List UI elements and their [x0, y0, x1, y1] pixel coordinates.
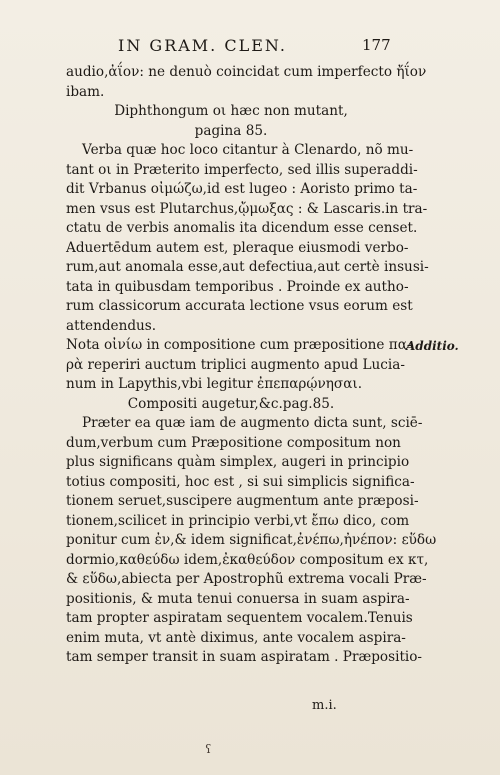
- margin-note: Additio.: [406, 339, 459, 353]
- text-line: enim muta, vt antè diximus, ante vocalem aspira-: [66, 629, 406, 646]
- text-line: tionem,scilicet in principio verbi,vt ἔπω dico, com: [66, 512, 410, 529]
- text-line: men vsus est Plutarchus,ᾤμωξας : & Lascaris.in tra-: [66, 200, 428, 217]
- text-line: ρὰ reperiri auctum triplici augmento apud Lucia-: [66, 356, 405, 373]
- text-line: Diphthongum οι hæc non mutant,: [114, 103, 348, 119]
- text-line: totius compositi, hoc est , si sui simplicis significa-: [66, 473, 415, 490]
- text-line: Aduertēdum autem est, pleraque eiusmodi verbo-: [66, 239, 409, 256]
- signature-mark: m.i.: [312, 698, 337, 713]
- text-line: num in Lapythis,vbi legitur ἐπεπαρῴνησαι.: [66, 376, 363, 392]
- text-line: Nota οἰνίω in compositione cum præpositione πα-: [66, 337, 412, 353]
- text-line: ponitur cum ἐν,& idem significat,ἐνέπω,ἠνέπον: εὕδω: [66, 532, 437, 548]
- text-line: dit Vrbanus οἰμώζω,id est lugeo : Aoristo primo ta-: [66, 181, 418, 197]
- text-line: tionem seruet,suscipere augmentum ante præposi-: [66, 493, 419, 509]
- text-line: pagina 85.: [194, 122, 268, 139]
- text-line: Verba quæ hoc loco citantur à Clenardo, nõ mu-: [82, 142, 414, 158]
- text-line: ibam.: [66, 83, 105, 100]
- text-line: dormio,καθεύδω idem,ἐκαθεύδον compositum ex κτ,: [66, 551, 429, 568]
- text-line: ctatu de verbis anomalis ita dicendum esse censet.: [66, 220, 418, 236]
- bottom-mark: ʕ: [205, 742, 212, 756]
- text-line: tant οι in Præterito imperfecto, sed illis superaddi-: [66, 161, 418, 178]
- text-line: & εὕδω,abiecta per Apostrophũ extrema vocali Præ-: [66, 571, 427, 587]
- text-line: dum,verbum cum Præpositione compositum non: [66, 434, 401, 451]
- text-line: attendendus.: [66, 317, 157, 334]
- text-line: tata in quibusdam temporibus . Proinde ex autho-: [66, 278, 409, 295]
- text-line: rum classicorum accurata lectione vsus eorum est: [66, 298, 413, 314]
- page-number: 177: [362, 36, 391, 54]
- text-line: audio,ἀΐον: ne denuò coincidat cum imperfecto ἤΐον: [66, 64, 427, 80]
- text-line: positionis, & muta tenui conuersa in suam aspira-: [66, 590, 410, 607]
- text-line: tam semper transit in suam aspiratam . Præpositio-: [66, 649, 423, 665]
- running-title: IN GRAM. CLEN.: [118, 36, 287, 55]
- text-line: Præter ea quæ iam de augmento dicta sunt, sciē-: [82, 415, 423, 431]
- text-line: rum,aut anomala esse,aut defectiua,aut certè insusi-: [66, 259, 429, 275]
- text-line: plus significans quàm simplex, augeri in principio: [66, 454, 410, 470]
- text-line: tam propter aspiratam sequentem vocalem.Tenuis: [66, 610, 413, 626]
- text-line: Compositi augetur,&c.pag.85.: [127, 395, 335, 412]
